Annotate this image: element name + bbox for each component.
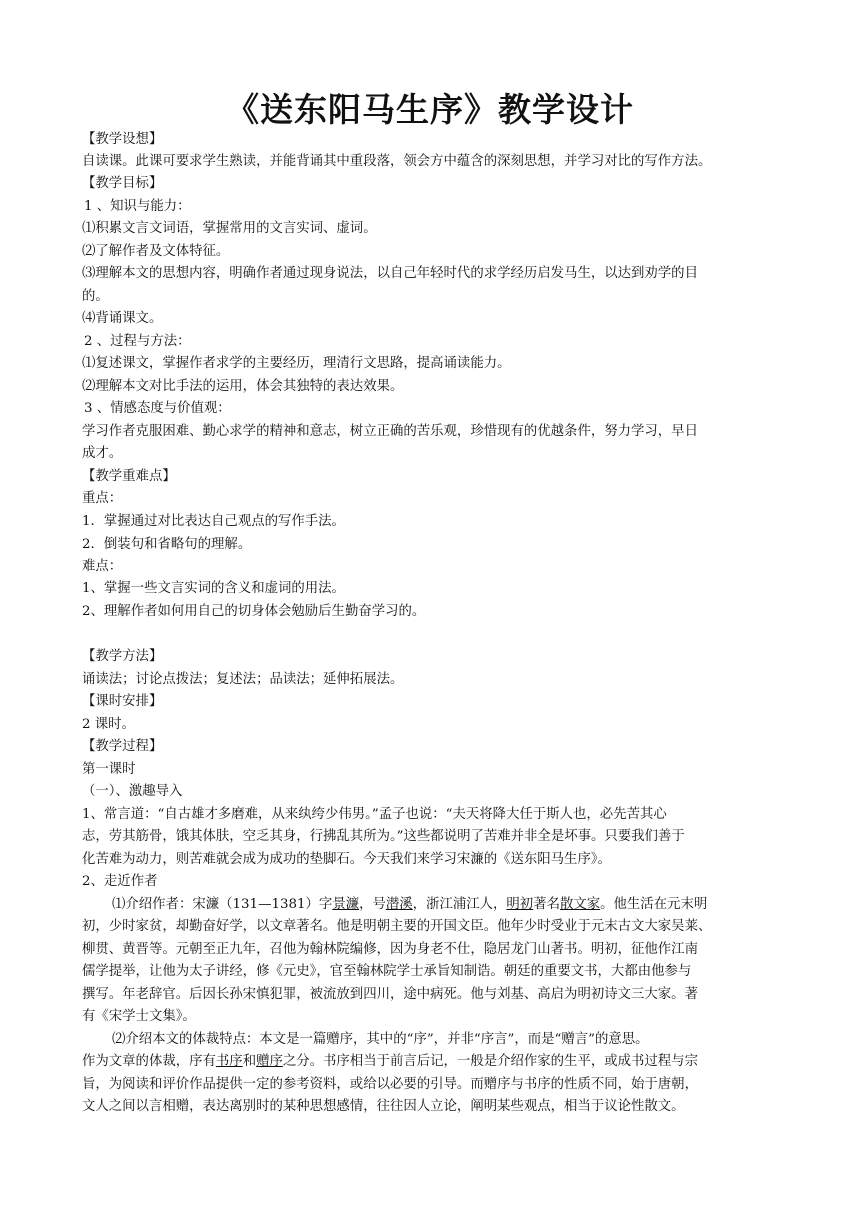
list-item: ⑵了解作者及文体特征。 [82,244,230,259]
subheading: 1 、知识与能力： [84,199,191,214]
body-text: 有《宋学士文集》。 [82,1009,196,1024]
list-item: ⑴积累文言文词语，掌握常用的文言实词、虚词。 [82,221,377,236]
underlined-term: 散文家 [559,897,601,912]
list-item-continuation: 的。 [82,289,109,304]
document-title: 《送东阳马生序》教学设计 [226,90,634,129]
body-text: 旨，为阅读和评价作品提供一定的参考资料，或给以必要的引导。而赠序与书序的性质不同，始于唐朝， [82,1077,698,1092]
body-text: 1、常言道：“自古雄才多磨难，从来纨绔少伟男。”孟子也说：“夫天将降大任于斯人也，必先苦其心 [82,807,667,822]
body-text: 柳贯、黄晋等。元朝至正九年，召他为翰林院编修，因为身老不仕，隐居龙门山著书。明初，征他作江南 [82,942,698,957]
underlined-term: 赠序 [256,1054,283,1069]
subheading: 2、走近作者 [82,874,158,889]
list-item: ⑴复述课文，掌握作者求学的主要经历，理清行文思路，提高诵读能力。 [82,356,511,371]
body-text: 儒学提举，让他为太子讲经，修《元史》，官至翰林院学士承旨知制诰。朝廷的重要文书，大都由他参与 [82,964,692,979]
list-item: 2、理解作者如何用自己的切身体会勉励后生勤奋学习的。 [82,604,426,619]
body-text: 成才。 [82,446,123,461]
section-heading-schedule: 【课时安排】 [82,694,163,709]
body-text: 2 课时。 [82,717,135,732]
subheading: 3 、情感态度与价值观： [84,401,231,416]
body-text: 自读课。此课可要求学生熟读，并能背诵其中重段落，领会方中蕴含的深刻思想，并学习对比的写作方法。 [82,154,712,169]
section-heading-process: 【教学过程】 [82,739,163,754]
body-text: 文人之间以言相赠，表达离别时的某种思想感情，往往因人立论，阐明某些观点，相当于议论性散文。 [82,1099,685,1114]
body-text: 初，少时家贫，却勤奋好学，以文章著名。他是明朝主要的开国文臣。他年少时受业于元末古文大家吴莱、 [82,919,712,934]
label: 重点： [82,491,123,506]
subheading: （一）、激趣导入 [82,784,183,799]
list-item: 1．掌握通过对比表达自己观点的写作手法。 [82,514,345,529]
body-text: 撰写。年老辞官。后因长孙宋慎犯罪，被流放到四川，途中病死。他与刘基、高启为明初诗文三大家。著 [82,987,698,1002]
body-text: 诵读法；讨论点拨法；复述法；品读法；延伸拓展法。 [82,672,404,687]
section-heading-design-idea: 【教学设想】 [82,132,163,147]
section-heading-key-points: 【教学重难点】 [82,469,176,484]
label: 难点： [82,559,123,574]
body-text: 作为文章的体裁，序有书序和赠序之分。书序相当于前言后记，一般是介绍作家的生平，或成书过程与宗 [82,1054,698,1069]
genre-intro-first-line: ⑵介绍本文的体裁特点：本文是一篇赠序，其中的“序”，并非“序言”，而是“赠言”的意思。 [112,1032,649,1047]
list-item: ⑷背诵课文。 [82,311,163,326]
subheading: 2 、过程与方法： [84,334,191,349]
body-text: 学习作者克服困难、勤心求学的精神和意志，树立正确的苦乐观，珍惜现有的优越条件，努力学习，早日 [82,424,698,439]
list-item: 2．倒装句和省略句的理解。 [82,537,252,552]
subheading: 第一课时 [82,762,136,777]
underlined-term: 景濂 [332,897,360,912]
list-item: 1、掌握一些文言实词的含义和虚词的用法。 [82,581,345,596]
body-text: 化苦难为动力，则苦难就会成为成功的垫脚石。今天我们来学习宋濂的《送东阳马生序》。 [82,852,611,867]
section-heading-methods: 【教学方法】 [82,649,163,664]
list-item: ⑵理解本文对比手法的运用，体会其独特的表达效果。 [82,379,404,394]
underlined-term: 明初 [506,897,534,912]
list-item: ⑶理解本文的思想内容，明确作者通过现身说法，以自己年轻时代的求学经历启发马生，以达到劝学的目 [82,266,698,281]
author-intro-first-line: ⑴介绍作者：宋濂（131—1381）字景濂，号潜溪，浙江浦江人，明初著名散文家。他生活在元末明 [112,897,708,912]
underlined-term: 潜溪 [385,897,413,912]
section-heading-objectives: 【教学目标】 [82,176,163,191]
body-text: 志，劳其筋骨，饿其体肤，空乏其身，行拂乱其所为。”这些都说明了苦难并非全是坏事。只要我们善于 [82,829,685,844]
underlined-term: 书序 [215,1054,243,1069]
